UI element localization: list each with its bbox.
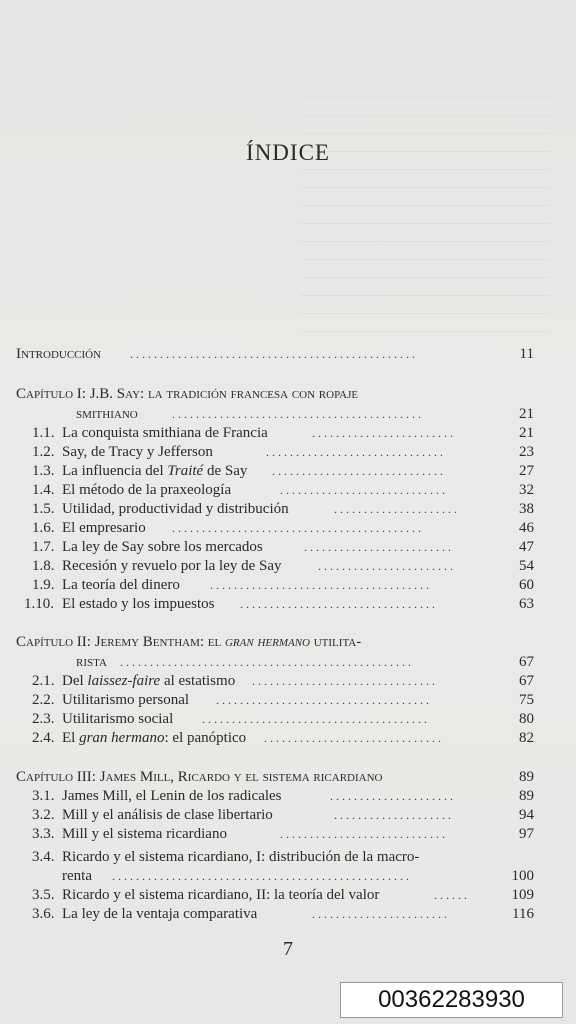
entry-number: 2.2. xyxy=(32,692,55,708)
leader-dots: .......................................... xyxy=(172,407,424,421)
toc-page: 67 xyxy=(519,654,534,670)
entry-text: El estado y los impuestos xyxy=(62,596,215,612)
entry-text: Utilitarismo personal xyxy=(62,692,190,708)
chapter-title-line: Capítulo II: Jeremy Bentham: el xyxy=(16,634,225,650)
entry-text: El método de la praxeología xyxy=(62,482,232,498)
toc-page: 116 xyxy=(512,906,534,922)
chapter-title xyxy=(16,632,488,652)
toc-label: Introducción xyxy=(16,346,102,362)
entry-text: Ricardo y el sistema ricardiano, II: la teoría del valor xyxy=(62,887,380,903)
entry-number: 1.10. xyxy=(24,596,54,612)
entry-text: James Mill, el Lenin de los radicales xyxy=(62,788,282,804)
toc-page: 27 xyxy=(519,463,534,479)
entry-text: Mill y el análisis de clase libertario xyxy=(62,807,273,823)
entry-number: 2.3. xyxy=(32,711,55,727)
entry-text: Recesión y revuelo por la ley de Say xyxy=(62,558,282,574)
entry-text: La conquista smithiana de Francia xyxy=(62,425,268,441)
chapter-title xyxy=(16,384,488,404)
entry-text: La teoría del dinero xyxy=(62,577,180,593)
toc-page: 75 xyxy=(519,692,534,708)
entry-number: 1.1. xyxy=(32,425,55,441)
toc-page: 38 xyxy=(519,501,534,517)
entry-text: Say, de Tracy y Jefferson xyxy=(62,444,213,460)
entry-number: 3.2. xyxy=(32,807,55,823)
leader-dots: .................................................. xyxy=(112,869,412,883)
leader-dots: ................................................ xyxy=(130,347,418,361)
entry-number: 1.4. xyxy=(32,482,55,498)
entry-number: 1.9. xyxy=(32,577,55,593)
toc-page: 23 xyxy=(519,444,534,460)
inventory-code-label: 00362283930 xyxy=(340,982,563,1018)
leader-dots: ....................... xyxy=(312,907,450,921)
entry-number: 3.6. xyxy=(32,906,55,922)
toc-page: 80 xyxy=(519,711,534,727)
leader-dots: .............................. xyxy=(266,445,446,459)
leader-dots: .............................. xyxy=(264,731,444,745)
leader-dots: .......................................... xyxy=(172,521,424,535)
toc-page: 63 xyxy=(519,596,534,612)
toc-page: 89 xyxy=(519,769,534,785)
toc-page: 97 xyxy=(519,826,534,842)
toc-page: 46 xyxy=(519,520,534,536)
entry-text: La ley de Say sobre los mercados xyxy=(62,539,263,555)
entry-text: Utilidad, productividad y distribución xyxy=(62,501,289,517)
toc-page: 109 xyxy=(511,887,534,903)
toc-page: 100 xyxy=(511,868,534,884)
chapter-title-line: rista xyxy=(76,654,107,670)
toc-page: 21 xyxy=(519,406,534,422)
entry-text: Ricardo y el sistema ricardiano, I: distribución de la macro- xyxy=(62,849,420,865)
entry-number: 3.5. xyxy=(32,887,55,903)
leader-dots: ............................. xyxy=(272,464,446,478)
leader-dots: ............................ xyxy=(280,483,448,497)
toc-page: 67 xyxy=(519,673,534,689)
toc-page: 60 xyxy=(519,577,534,593)
page-number: 7 xyxy=(283,938,293,960)
entry-number: 3.4. xyxy=(32,849,55,865)
entry-number: 1.8. xyxy=(32,558,55,574)
toc-page: 47 xyxy=(519,539,534,555)
leader-dots: ................................. xyxy=(240,597,438,611)
chapter-title-line: utilita- xyxy=(309,634,362,650)
entry-text: Mill y el sistema ricardiano xyxy=(62,826,227,842)
entry-text: La ley de la ventaja comparativa xyxy=(62,906,258,922)
leader-dots: ................................................. xyxy=(120,655,414,669)
leader-dots: .................................... xyxy=(216,693,432,707)
entry-text: renta xyxy=(62,868,92,884)
entry-number: 1.6. xyxy=(32,520,55,536)
toc-page: 54 xyxy=(519,558,534,574)
entry-number: 1.2. xyxy=(32,444,55,460)
chapter-title-line: Capítulo III: James Mill, Ricardo y el sistema ricardiano xyxy=(16,769,383,785)
leader-dots: ........................ xyxy=(312,426,456,440)
leader-dots: ...... xyxy=(434,888,470,902)
toc-entry xyxy=(0,904,576,926)
leader-dots: ..................... xyxy=(330,789,456,803)
leader-dots: ............................ xyxy=(280,827,448,841)
leader-dots: ......................... xyxy=(304,540,454,554)
leader-dots: .................... xyxy=(334,808,454,822)
page-title: ÍNDICE xyxy=(246,140,330,165)
entry-text: Del laissez-faire al estatismo xyxy=(62,673,236,689)
entry-text: El empresario xyxy=(62,520,146,536)
leader-dots: ....................... xyxy=(318,559,456,573)
entry-text: Utilitarismo social xyxy=(62,711,174,727)
toc-entry-introduccion xyxy=(0,344,576,366)
entry-number: 3.3. xyxy=(32,826,55,842)
leader-dots: ..................................... xyxy=(210,578,432,592)
entry-number: 2.4. xyxy=(32,730,55,746)
toc-page: 94 xyxy=(519,807,534,823)
chapter-title-line: smithiano xyxy=(76,406,138,422)
toc-page: 11 xyxy=(519,346,534,362)
toc-entry xyxy=(0,824,576,846)
entry-number: 1.5. xyxy=(32,501,55,517)
leader-dots: ............................... xyxy=(252,674,438,688)
entry-number: 1.3. xyxy=(32,463,55,479)
entry-text: El gran hermano: el panóptico xyxy=(62,730,247,746)
entry-number: 1.7. xyxy=(32,539,55,555)
toc-page: 89 xyxy=(519,788,534,804)
chapter-title-line: Capítulo I: J.B. Say: la tradición francesa con ropaje xyxy=(16,386,359,402)
leader-dots: ...................................... xyxy=(202,712,430,726)
toc-page: 32 xyxy=(519,482,534,498)
entry-text: La influencia del Traité de Say xyxy=(62,463,248,479)
toc-entry xyxy=(0,594,576,616)
entry-number: 2.1. xyxy=(32,673,55,689)
toc-page: 82 xyxy=(519,730,534,746)
toc-page: 21 xyxy=(519,425,534,441)
chapter-title-italic: gran hermano xyxy=(224,634,310,650)
leader-dots: ..................... xyxy=(334,502,460,516)
entry-number: 3.1. xyxy=(32,788,55,804)
toc-entry xyxy=(0,728,576,750)
